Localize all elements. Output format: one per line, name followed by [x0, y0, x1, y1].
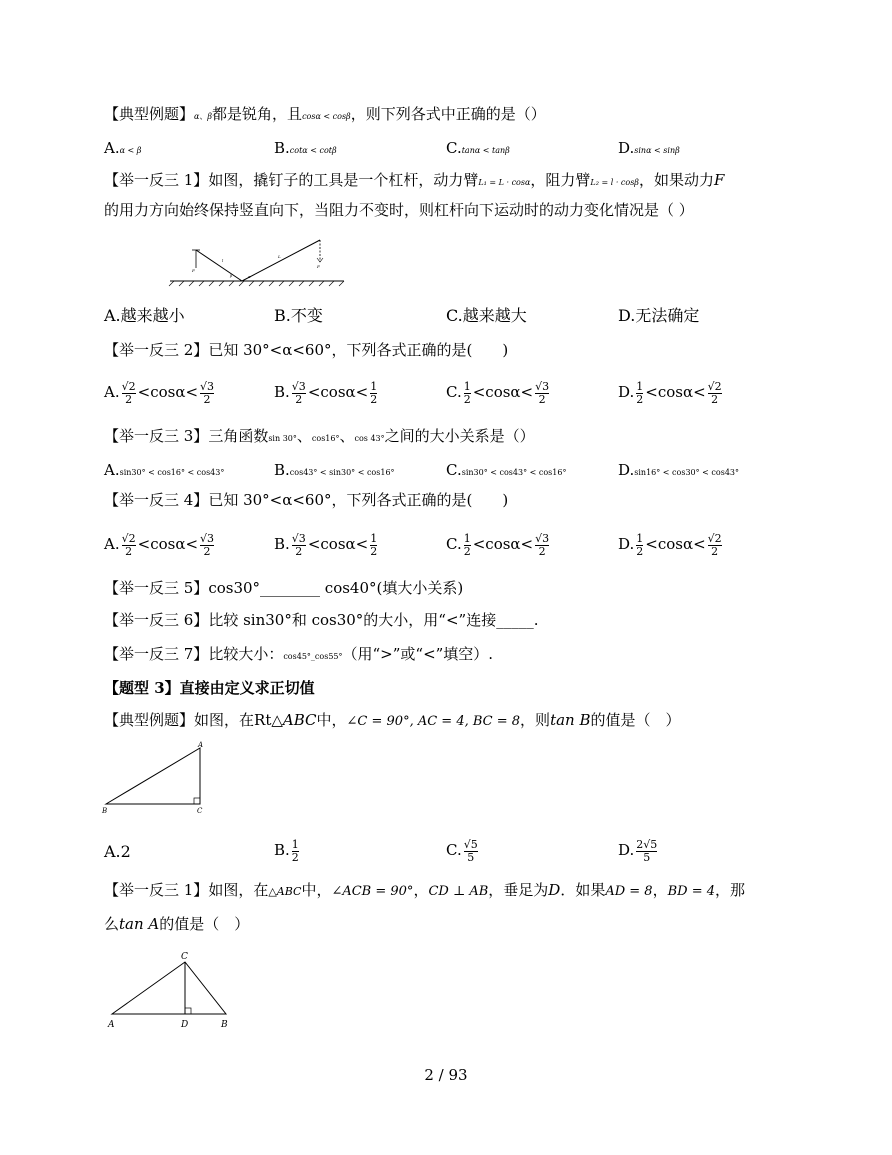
answer-blank: ________ — [260, 579, 321, 597]
right-triangle-figure — [100, 742, 210, 814]
stem-text: 中， — [301, 881, 332, 899]
stem-text: 比较大小： — [208, 645, 284, 663]
triangle-name: △ABC — [268, 885, 302, 898]
length-expr: BD = 4 — [667, 884, 715, 899]
question-tag: 【举一反三 5】 — [104, 579, 209, 597]
option-label: C. — [446, 535, 462, 553]
alpha-symbol: α、 — [194, 112, 208, 121]
question-tag: 【典型例题】 — [104, 711, 195, 729]
numerator: √3 — [200, 531, 215, 545]
denominator: 2 — [122, 393, 136, 406]
stem-text: ，那 — [715, 881, 746, 899]
option-d — [618, 372, 724, 412]
stem-text: 三角函数 — [208, 427, 269, 445]
func-expr: cos16° — [311, 434, 340, 443]
option-label: D. — [618, 383, 635, 401]
fraction — [464, 839, 478, 864]
denominator: 2 — [122, 545, 136, 558]
denominator: 2 — [636, 392, 644, 406]
numerator: 1 — [370, 379, 378, 393]
label-d: D — [181, 1020, 189, 1030]
power-arm-expr: L₁ = L · cosα — [478, 178, 531, 187]
option-a — [104, 524, 216, 564]
denominator: 5 — [636, 851, 657, 864]
numerator: 1 — [463, 379, 471, 393]
option-expr: sinα < sinβ — [634, 146, 680, 155]
question-2-stem-line-1 — [104, 170, 724, 193]
label-a: A — [108, 1020, 115, 1030]
option-b — [274, 138, 337, 161]
option-label: C. — [446, 383, 462, 401]
numerator: 1 — [370, 531, 378, 545]
fraction — [292, 839, 299, 864]
question-4-stem — [104, 426, 535, 449]
tan-expr: tan A — [119, 915, 160, 933]
numerator: √3 — [291, 379, 306, 393]
numerator: √3 — [200, 379, 215, 393]
option-label: B. — [274, 535, 290, 553]
point-d: D — [548, 881, 561, 899]
denominator: 2 — [291, 850, 299, 864]
fraction — [464, 381, 471, 406]
stem-text: ，如果动力 — [638, 171, 714, 189]
option-label: A. — [104, 461, 120, 479]
label-l: l — [222, 258, 224, 263]
stem-text: 的值是（ ） — [590, 711, 681, 729]
label-b: B — [102, 807, 108, 815]
fraction — [122, 381, 136, 406]
question-tag: 【举一反三 3】 — [104, 427, 209, 445]
label-L: L — [278, 254, 281, 259]
numerator: √2 — [707, 379, 722, 393]
inequality: <cosα< — [137, 383, 199, 401]
numerator: √3 — [291, 531, 306, 545]
denominator: 2 — [535, 393, 549, 406]
option-expr: sin16° < cos30° < cos43° — [634, 468, 740, 477]
option-expr: sin30° < cos16° < cos43° — [119, 468, 225, 477]
angle-expr: ∠ACB = 90° — [331, 884, 414, 899]
force-symbol: F — [713, 171, 725, 189]
option-d: D.无法确定 — [618, 306, 700, 325]
inequality: <cosα< — [307, 383, 369, 401]
stem-text: . — [533, 611, 539, 629]
inequality: <cosα< — [472, 535, 534, 553]
question-8-stem — [104, 644, 493, 667]
section-title: 直接由定义求正切值 — [179, 679, 315, 697]
option-b — [274, 372, 379, 412]
option-d — [618, 138, 680, 161]
option-a: A.2 — [104, 842, 131, 861]
stem-text: cos40°(填大小关系) — [320, 579, 464, 597]
denominator: 2 — [292, 393, 306, 406]
rt-triangle: Rt△ — [254, 711, 283, 729]
numerator: 1 — [291, 837, 299, 851]
stem-text: 已知 30°<α<60°，下列各式正确的是( ) — [208, 491, 509, 509]
option-label: D. — [618, 841, 635, 859]
beta-symbol: β — [207, 112, 213, 121]
numerator: 1 — [636, 531, 644, 545]
option-b — [274, 460, 395, 483]
question-3-stem — [104, 340, 508, 360]
stem-text: ．如果 — [560, 881, 606, 899]
section-tag: 【题型 3】 — [104, 679, 180, 697]
stem-text: ，阻力臂 — [530, 171, 591, 189]
fraction — [200, 533, 214, 558]
stem-text: cos30° — [208, 579, 261, 597]
fraction — [370, 533, 377, 558]
stem-text: 比较 sin30°和 cos30°的大小，用“<”连接 — [208, 611, 497, 629]
option-label: B. — [274, 461, 290, 479]
question-7-stem — [104, 610, 539, 630]
denominator: 2 — [370, 544, 378, 558]
option-d — [618, 524, 724, 564]
label-c: C — [197, 807, 203, 815]
inequality: <cosα< — [472, 383, 534, 401]
label-f-left: F — [192, 268, 195, 273]
option-d — [618, 460, 739, 483]
denominator: 2 — [200, 393, 214, 406]
fraction — [708, 533, 722, 558]
stem-text: 如图，在 — [194, 711, 255, 729]
question-tag: 【举一反三 2】 — [104, 341, 209, 359]
inequality: <cosα< — [645, 383, 706, 401]
fraction — [292, 381, 306, 406]
numerator: √2 — [707, 531, 722, 545]
option-c — [446, 372, 551, 412]
question-tag: 【举一反三 7】 — [104, 645, 209, 663]
stem-text: 已知 30°<α<60°，下列各式正确的是( ) — [208, 341, 509, 359]
question-5-stem — [104, 490, 508, 510]
stem-text: ，则下列各式中正确的是（） — [350, 105, 546, 123]
numerator: √2 — [121, 379, 136, 393]
stem-text: 都是锐角，且 — [212, 105, 303, 123]
option-expr: cos43° < sin30° < cos16° — [289, 468, 395, 477]
stem-text: ，则 — [520, 711, 551, 729]
fraction — [535, 533, 549, 558]
inequality: <cosα< — [137, 535, 199, 553]
stem-text: ，垂足为 — [488, 881, 549, 899]
option-expr: α < β — [119, 146, 142, 155]
denominator: 2 — [636, 544, 644, 558]
question-tag: 【举一反三 1】 — [104, 881, 209, 899]
option-c: C.越来越大 — [446, 306, 527, 325]
tan-expr: tan B — [550, 711, 591, 729]
question-1-stem — [104, 104, 546, 127]
question-tag: 【典型例题】 — [104, 105, 195, 123]
option-label: D. — [618, 139, 635, 157]
denominator: 2 — [292, 545, 306, 558]
question-6-stem — [104, 578, 463, 598]
stem-text: （用“>”或“<”填空）. — [342, 645, 494, 663]
option-expr: sin30° < cos43° < cos16° — [461, 468, 567, 477]
option-label: B. — [274, 139, 290, 157]
option-label: D. — [618, 535, 635, 553]
fraction — [636, 381, 643, 406]
denominator: 2 — [535, 545, 549, 558]
question-tag: 【举一反三 1】 — [104, 171, 209, 189]
denominator: 2 — [708, 393, 722, 406]
lever-figure — [160, 238, 360, 288]
condition-expr: ∠C = 90°, AC = 4, BC = 8 — [346, 714, 521, 729]
label-a: A — [198, 741, 204, 749]
option-a — [104, 372, 216, 412]
func-expr: sin 30° — [268, 434, 297, 443]
question-10-stem-line-2 — [104, 914, 249, 934]
option-expr: cotα < cotβ — [289, 146, 337, 155]
separator: 、 — [296, 427, 312, 445]
option-a — [104, 460, 224, 483]
answer-blank: _____ — [496, 611, 534, 629]
option-label: A. — [104, 383, 120, 401]
numerator: √5 — [463, 837, 478, 851]
label-alpha: α — [248, 274, 251, 279]
fraction — [464, 533, 471, 558]
question-tag: 【举一反三 4】 — [104, 491, 209, 509]
inequality: <cosα< — [307, 535, 369, 553]
resistance-arm-expr: L₂ = l · cosβ — [590, 178, 639, 187]
compare-expr: cos45°_cos55° — [283, 652, 343, 661]
numerator: √3 — [535, 531, 550, 545]
option-d — [618, 830, 659, 870]
label-beta: β — [230, 273, 233, 278]
perpendicular-expr: CD ⊥ AB — [428, 884, 489, 899]
option-c — [446, 138, 510, 161]
option-label: C. — [446, 461, 462, 479]
triangle-name: ABC — [282, 711, 317, 729]
option-label: B. — [274, 383, 290, 401]
fraction — [122, 533, 136, 558]
question-tag: 【举一反三 6】 — [104, 611, 209, 629]
numerator: 2√5 — [636, 837, 658, 851]
inequality: <cosα< — [645, 535, 706, 553]
question-2-stem-line-2: 的用力方向始终保持竖直向下，当阻力不变时，则杠杆向下运动时的动力变化情况是（ ） — [104, 201, 694, 219]
label-c: C — [181, 952, 188, 962]
fraction — [636, 533, 643, 558]
func-expr: cos 43° — [354, 434, 385, 443]
option-expr: tanα < tanβ — [461, 146, 510, 155]
numerator: 1 — [463, 531, 471, 545]
numerator: 1 — [636, 379, 644, 393]
option-c — [446, 830, 480, 870]
label-b: B — [221, 1020, 228, 1030]
fraction — [292, 533, 306, 558]
option-a: A.越来越小 — [104, 306, 185, 325]
page-number: 2 / 93 — [424, 1066, 468, 1084]
option-label: C. — [446, 139, 462, 157]
altitude-triangle-figure — [104, 946, 244, 1036]
denominator: 5 — [464, 851, 478, 864]
denominator: 2 — [370, 392, 378, 406]
denominator: 2 — [200, 545, 214, 558]
fraction — [370, 381, 377, 406]
option-a — [104, 138, 141, 161]
option-c — [446, 460, 566, 483]
condition-expr: cosα < cosβ — [302, 112, 351, 121]
fraction — [708, 381, 722, 406]
denominator: 2 — [708, 545, 722, 558]
length-expr: AD = 8 — [605, 884, 653, 899]
section-heading — [104, 678, 315, 698]
stem-text: 之间的大小关系是（） — [384, 427, 535, 445]
option-label: D. — [618, 461, 635, 479]
option-label: A. — [104, 535, 120, 553]
option-b: B.不变 — [274, 306, 323, 325]
option-label: B. — [274, 841, 290, 859]
option-label: C. — [446, 841, 462, 859]
fraction — [535, 381, 549, 406]
option-b — [274, 524, 379, 564]
question-9-stem — [104, 710, 681, 732]
numerator: √3 — [535, 379, 550, 393]
fraction — [636, 839, 657, 864]
stem-text: 么 — [104, 915, 120, 933]
question-10-stem-line-1 — [104, 880, 745, 902]
denominator: 2 — [463, 544, 471, 558]
numerator: √2 — [121, 531, 136, 545]
stem-text: ， — [413, 881, 429, 899]
stem-text: ， — [652, 881, 668, 899]
stem-text: 的值是（ ） — [159, 915, 250, 933]
fraction — [200, 381, 214, 406]
stem-text: 如图，在 — [208, 881, 269, 899]
label-f-right: F — [317, 264, 320, 269]
stem-text: 中， — [316, 711, 347, 729]
separator: 、 — [339, 427, 355, 445]
stem-text: 如图，撬钉子的工具是一个杠杆，动力臂 — [208, 171, 479, 189]
option-label: A. — [104, 139, 120, 157]
denominator: 2 — [463, 392, 471, 406]
option-b — [274, 830, 301, 870]
option-c — [446, 524, 551, 564]
